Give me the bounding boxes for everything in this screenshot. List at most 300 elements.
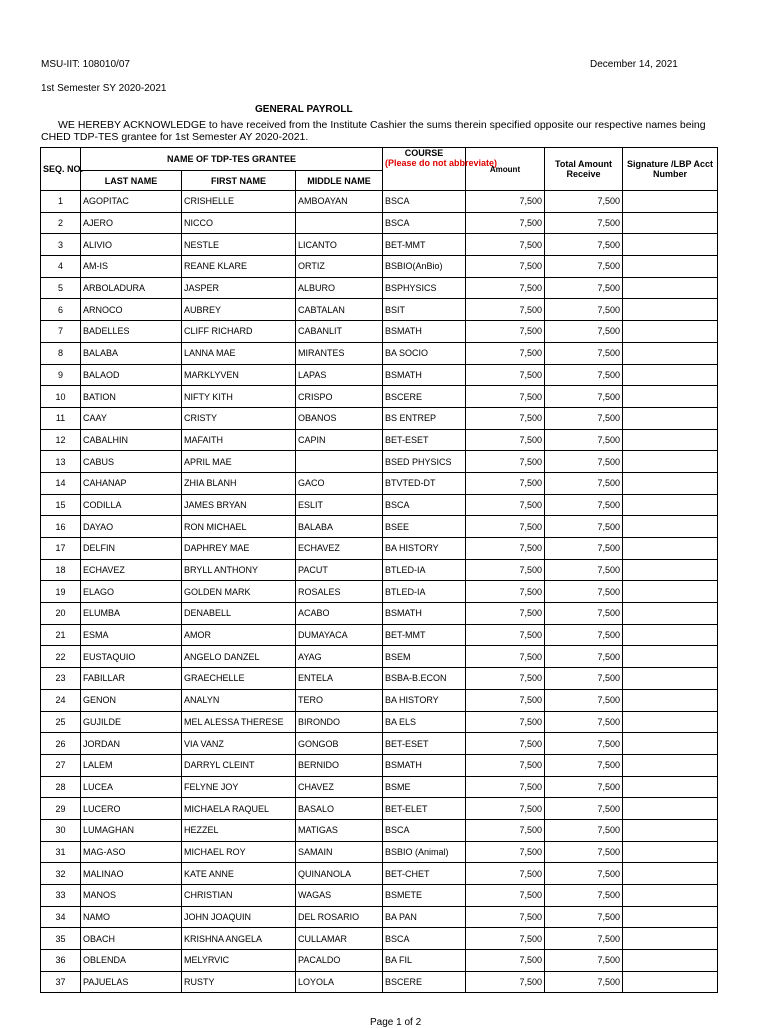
table-row — [41, 581, 718, 603]
middle-name-cell: CRISPO — [296, 386, 383, 408]
middle-name-cell: CABTALAN — [296, 299, 383, 321]
middle-name-cell: CABANLIT — [296, 321, 383, 343]
table-row — [41, 407, 718, 429]
amount-cell: 7,500 — [466, 689, 545, 711]
first-name-cell: RON MICHAEL — [182, 516, 296, 538]
table-row — [41, 516, 718, 538]
course-cell: BSCA — [383, 191, 466, 213]
course-cell: BSEM — [383, 646, 466, 668]
signature-cell — [623, 776, 718, 798]
total-amount-cell: 7,500 — [545, 885, 623, 907]
seq-cell: 7 — [41, 321, 81, 343]
amount-cell: 7,500 — [466, 277, 545, 299]
course-cell: BET-ESET — [383, 733, 466, 755]
last-name-cell: ELAGO — [81, 581, 182, 603]
signature-cell — [623, 407, 718, 429]
table-row — [41, 603, 718, 625]
signature-cell — [623, 364, 718, 386]
amount-cell: 7,500 — [466, 494, 545, 516]
table-row — [41, 711, 718, 733]
table-row — [41, 386, 718, 408]
signature-cell — [623, 798, 718, 820]
course-cell: BSCA — [383, 928, 466, 950]
first-name-cell: DARRYL CLEINT — [182, 754, 296, 776]
seq-cell: 4 — [41, 256, 81, 278]
amount-cell: 7,500 — [466, 798, 545, 820]
signature-cell — [623, 603, 718, 625]
seq-cell: 25 — [41, 711, 81, 733]
middle-name-cell — [296, 212, 383, 234]
first-name-cell: MARKLYVEN — [182, 364, 296, 386]
middle-name-cell: BIRONDO — [296, 711, 383, 733]
semester-label: 1st Semester SY 2020-2021 — [41, 83, 167, 94]
seq-cell: 18 — [41, 559, 81, 581]
course-cell: BSMATH — [383, 603, 466, 625]
first-name-cell: NIFTY KITH — [182, 386, 296, 408]
seq-cell: 14 — [41, 472, 81, 494]
seq-cell: 21 — [41, 624, 81, 646]
last-name-cell: BADELLES — [81, 321, 182, 343]
middle-name-cell: BALABA — [296, 516, 383, 538]
amount-cell: 7,500 — [466, 863, 545, 885]
middle-name-cell: DEL ROSARIO — [296, 906, 383, 928]
seq-cell: 5 — [41, 277, 81, 299]
signature-cell — [623, 516, 718, 538]
header-signature: Signature /LBP Acct Number — [623, 148, 718, 191]
header-total-amount: Total Amount Receive — [545, 148, 623, 191]
amount-cell: 7,500 — [466, 212, 545, 234]
total-amount-cell: 7,500 — [545, 819, 623, 841]
course-cell: BA FIL — [383, 950, 466, 972]
last-name-cell: GUJILDE — [81, 711, 182, 733]
first-name-cell: AUBREY — [182, 299, 296, 321]
last-name-cell: BALABA — [81, 342, 182, 364]
table-row — [41, 191, 718, 213]
total-amount-cell: 7,500 — [545, 906, 623, 928]
first-name-cell: CRISHELLE — [182, 191, 296, 213]
first-name-cell: BRYLL ANTHONY — [182, 559, 296, 581]
amount-cell: 7,500 — [466, 299, 545, 321]
total-amount-cell: 7,500 — [545, 733, 623, 755]
first-name-cell: RUSTY — [182, 971, 296, 993]
course-cell: BSEE — [383, 516, 466, 538]
middle-name-cell: ROSALES — [296, 581, 383, 603]
amount-cell: 7,500 — [466, 581, 545, 603]
total-amount-cell: 7,500 — [545, 494, 623, 516]
amount-cell: 7,500 — [466, 733, 545, 755]
header-last-name: LAST NAME — [81, 171, 182, 191]
middle-name-cell: AMBOAYAN — [296, 191, 383, 213]
signature-cell — [623, 733, 718, 755]
amount-cell: 7,500 — [466, 559, 545, 581]
signature-cell — [623, 342, 718, 364]
course-cell: BSED PHYSICS — [383, 451, 466, 473]
course-cell: BSBIO (Animal) — [383, 841, 466, 863]
amount-cell: 7,500 — [466, 191, 545, 213]
total-amount-cell: 7,500 — [545, 711, 623, 733]
middle-name-cell: WAGAS — [296, 885, 383, 907]
first-name-cell: REANE KLARE — [182, 256, 296, 278]
amount-cell: 7,500 — [466, 624, 545, 646]
signature-cell — [623, 538, 718, 560]
last-name-cell: LALEM — [81, 754, 182, 776]
course-cell: BET-CHET — [383, 863, 466, 885]
signature-cell — [623, 863, 718, 885]
table-row — [41, 538, 718, 560]
total-amount-cell: 7,500 — [545, 299, 623, 321]
course-cell: BA HISTORY — [383, 689, 466, 711]
seq-cell: 20 — [41, 603, 81, 625]
total-amount-cell: 7,500 — [545, 581, 623, 603]
amount-cell: 7,500 — [466, 819, 545, 841]
table-row — [41, 863, 718, 885]
payroll-table — [40, 147, 718, 993]
amount-cell: 7,500 — [466, 407, 545, 429]
amount-cell: 7,500 — [466, 538, 545, 560]
page-number: Page 1 of 2 — [370, 1017, 422, 1028]
table-row — [41, 321, 718, 343]
middle-name-cell: QUINANOLA — [296, 863, 383, 885]
header-course-label: COURSE — [404, 148, 444, 158]
table-row — [41, 624, 718, 646]
table-row — [41, 971, 718, 993]
last-name-cell: BALAOD — [81, 364, 182, 386]
table-row — [41, 277, 718, 299]
last-name-cell: ELUMBA — [81, 603, 182, 625]
seq-cell: 8 — [41, 342, 81, 364]
last-name-cell: NAMO — [81, 906, 182, 928]
table-row — [41, 559, 718, 581]
last-name-cell: AM-IS — [81, 256, 182, 278]
signature-cell — [623, 754, 718, 776]
table-row — [41, 841, 718, 863]
seq-cell: 32 — [41, 863, 81, 885]
first-name-cell: GRAECHELLE — [182, 668, 296, 690]
middle-name-cell: ORTIZ — [296, 256, 383, 278]
total-amount-cell: 7,500 — [545, 668, 623, 690]
middle-name-cell: CAPIN — [296, 429, 383, 451]
last-name-cell: ARNOCO — [81, 299, 182, 321]
last-name-cell: ECHAVEZ — [81, 559, 182, 581]
amount-cell: 7,500 — [466, 234, 545, 256]
course-cell: BSIT — [383, 299, 466, 321]
middle-name-cell: LAPAS — [296, 364, 383, 386]
amount-cell: 7,500 — [466, 429, 545, 451]
last-name-cell: MALINAO — [81, 863, 182, 885]
total-amount-cell: 7,500 — [545, 516, 623, 538]
seq-cell: 29 — [41, 798, 81, 820]
seq-cell: 30 — [41, 819, 81, 841]
middle-name-cell: CHAVEZ — [296, 776, 383, 798]
total-amount-cell: 7,500 — [545, 559, 623, 581]
first-name-cell: MICHAEL ROY — [182, 841, 296, 863]
seq-cell: 13 — [41, 451, 81, 473]
middle-name-cell: DUMAYACA — [296, 624, 383, 646]
last-name-cell: GENON — [81, 689, 182, 711]
last-name-cell: FABILLAR — [81, 668, 182, 690]
first-name-cell: CHRISTIAN — [182, 885, 296, 907]
document-date: December 14, 2021 — [590, 59, 678, 70]
first-name-cell: MAFAITH — [182, 429, 296, 451]
total-amount-cell: 7,500 — [545, 321, 623, 343]
middle-name-cell: MIRANTES — [296, 342, 383, 364]
amount-cell: 7,500 — [466, 516, 545, 538]
course-cell: BTLED-IA — [383, 581, 466, 603]
middle-name-cell: OBANOS — [296, 407, 383, 429]
table-row — [41, 429, 718, 451]
course-cell: BA SOCIO — [383, 342, 466, 364]
last-name-cell: CABALHIN — [81, 429, 182, 451]
table-row — [41, 906, 718, 928]
signature-cell — [623, 581, 718, 603]
total-amount-cell: 7,500 — [545, 234, 623, 256]
course-cell: BSCA — [383, 494, 466, 516]
last-name-cell: MAG-ASO — [81, 841, 182, 863]
last-name-cell: CAHANAP — [81, 472, 182, 494]
seq-cell: 15 — [41, 494, 81, 516]
amount-cell: 7,500 — [466, 971, 545, 993]
first-name-cell: VIA VANZ — [182, 733, 296, 755]
table-row — [41, 668, 718, 690]
course-cell: BTLED-IA — [383, 559, 466, 581]
last-name-cell: CAAY — [81, 407, 182, 429]
last-name-cell: AGOPITAC — [81, 191, 182, 213]
middle-name-cell: SAMAIN — [296, 841, 383, 863]
last-name-cell: CABUS — [81, 451, 182, 473]
table-row — [41, 234, 718, 256]
middle-name-cell: BASALO — [296, 798, 383, 820]
first-name-cell: NICCO — [182, 212, 296, 234]
table-row — [41, 819, 718, 841]
total-amount-cell: 7,500 — [545, 277, 623, 299]
total-amount-cell: 7,500 — [545, 689, 623, 711]
last-name-cell: MANOS — [81, 885, 182, 907]
seq-cell: 1 — [41, 191, 81, 213]
amount-cell: 7,500 — [466, 841, 545, 863]
header-seq-no: SEQ. NO. — [41, 148, 81, 191]
amount-cell: 7,500 — [466, 928, 545, 950]
course-cell: BSPHYSICS — [383, 277, 466, 299]
first-name-cell: APRIL MAE — [182, 451, 296, 473]
amount-cell: 7,500 — [466, 451, 545, 473]
last-name-cell: DELFIN — [81, 538, 182, 560]
course-cell: BSCA — [383, 212, 466, 234]
page-title: GENERAL PAYROLL — [255, 104, 353, 115]
table-row — [41, 733, 718, 755]
middle-name-cell: CULLAMAR — [296, 928, 383, 950]
course-cell: BET-MMT — [383, 234, 466, 256]
seq-cell: 22 — [41, 646, 81, 668]
course-cell: BSCERE — [383, 386, 466, 408]
middle-name-cell: GACO — [296, 472, 383, 494]
table-row — [41, 776, 718, 798]
signature-cell — [623, 472, 718, 494]
total-amount-cell: 7,500 — [545, 646, 623, 668]
total-amount-cell: 7,500 — [545, 407, 623, 429]
seq-cell: 16 — [41, 516, 81, 538]
course-cell: BA ELS — [383, 711, 466, 733]
total-amount-cell: 7,500 — [545, 841, 623, 863]
last-name-cell: BATION — [81, 386, 182, 408]
middle-name-cell: ACABO — [296, 603, 383, 625]
middle-name-cell: ECHAVEZ — [296, 538, 383, 560]
first-name-cell: DAPHREY MAE — [182, 538, 296, 560]
signature-cell — [623, 212, 718, 234]
table-row — [41, 364, 718, 386]
first-name-cell: DENABELL — [182, 603, 296, 625]
seq-cell: 26 — [41, 733, 81, 755]
total-amount-cell: 7,500 — [545, 754, 623, 776]
total-amount-cell: 7,500 — [545, 863, 623, 885]
total-amount-cell: 7,500 — [545, 971, 623, 993]
signature-cell — [623, 689, 718, 711]
signature-cell — [623, 885, 718, 907]
seq-cell: 17 — [41, 538, 81, 560]
last-name-cell: ALIVIO — [81, 234, 182, 256]
signature-cell — [623, 256, 718, 278]
first-name-cell: CLIFF RICHARD — [182, 321, 296, 343]
total-amount-cell: 7,500 — [545, 342, 623, 364]
last-name-cell: PAJUELAS — [81, 971, 182, 993]
seq-cell: 3 — [41, 234, 81, 256]
header-course — [383, 148, 498, 191]
signature-cell — [623, 646, 718, 668]
last-name-cell: CODILLA — [81, 494, 182, 516]
total-amount-cell: 7,500 — [545, 212, 623, 234]
seq-cell: 36 — [41, 950, 81, 972]
signature-cell — [623, 819, 718, 841]
header-grantee-name: NAME OF TDP-TES GRANTEE — [81, 148, 383, 171]
last-name-cell: LUMAGHAN — [81, 819, 182, 841]
last-name-cell: ARBOLADURA — [81, 277, 182, 299]
middle-name-cell: PACUT — [296, 559, 383, 581]
table-row — [41, 689, 718, 711]
course-cell: BSME — [383, 776, 466, 798]
amount-cell: 7,500 — [466, 885, 545, 907]
amount-cell: 7,500 — [466, 950, 545, 972]
course-cell: BSMETE — [383, 885, 466, 907]
first-name-cell: HEZZEL — [182, 819, 296, 841]
course-cell: BSCA — [383, 819, 466, 841]
total-amount-cell: 7,500 — [545, 776, 623, 798]
total-amount-cell: 7,500 — [545, 364, 623, 386]
amount-cell: 7,500 — [466, 646, 545, 668]
table-row — [41, 950, 718, 972]
first-name-cell: MICHAELA RAQUEL — [182, 798, 296, 820]
signature-cell — [623, 928, 718, 950]
signature-cell — [623, 321, 718, 343]
seq-cell: 9 — [41, 364, 81, 386]
middle-name-cell: ALBURO — [296, 277, 383, 299]
seq-cell: 2 — [41, 212, 81, 234]
signature-cell — [623, 971, 718, 993]
seq-cell: 35 — [41, 928, 81, 950]
seq-cell: 33 — [41, 885, 81, 907]
last-name-cell: AJERO — [81, 212, 182, 234]
header-first-name: FIRST NAME — [182, 171, 296, 191]
first-name-cell: ANALYN — [182, 689, 296, 711]
signature-cell — [623, 299, 718, 321]
seq-cell: 37 — [41, 971, 81, 993]
signature-cell — [623, 711, 718, 733]
seq-cell: 28 — [41, 776, 81, 798]
middle-name-cell: AYAG — [296, 646, 383, 668]
table-row — [41, 342, 718, 364]
table-row — [41, 885, 718, 907]
amount-cell: 7,500 — [466, 321, 545, 343]
course-cell: BS ENTREP — [383, 407, 466, 429]
table-row — [41, 256, 718, 278]
header-amount: Amount — [466, 148, 545, 191]
total-amount-cell: 7,500 — [545, 798, 623, 820]
amount-cell: 7,500 — [466, 754, 545, 776]
course-cell: BET-MMT — [383, 624, 466, 646]
middle-name-cell: BERNIDO — [296, 754, 383, 776]
first-name-cell: MELYRVIC — [182, 950, 296, 972]
table-row — [41, 754, 718, 776]
total-amount-cell: 7,500 — [545, 472, 623, 494]
first-name-cell: AMOR — [182, 624, 296, 646]
first-name-cell: KRISHNA ANGELA — [182, 928, 296, 950]
middle-name-cell: LOYOLA — [296, 971, 383, 993]
signature-cell — [623, 277, 718, 299]
last-name-cell: DAYAO — [81, 516, 182, 538]
course-cell: BSMATH — [383, 364, 466, 386]
last-name-cell: OBACH — [81, 928, 182, 950]
table-row — [41, 646, 718, 668]
signature-cell — [623, 559, 718, 581]
amount-cell: 7,500 — [466, 256, 545, 278]
signature-cell — [623, 841, 718, 863]
first-name-cell: LANNA MAE — [182, 342, 296, 364]
signature-cell — [623, 191, 718, 213]
first-name-cell: CRISTY — [182, 407, 296, 429]
total-amount-cell: 7,500 — [545, 928, 623, 950]
middle-name-cell: ESLIT — [296, 494, 383, 516]
amount-cell: 7,500 — [466, 386, 545, 408]
total-amount-cell: 7,500 — [545, 429, 623, 451]
table-row — [41, 798, 718, 820]
seq-cell: 10 — [41, 386, 81, 408]
signature-cell — [623, 386, 718, 408]
first-name-cell: ANGELO DANZEL — [182, 646, 296, 668]
amount-cell: 7,500 — [466, 364, 545, 386]
first-name-cell: JOHN JOAQUIN — [182, 906, 296, 928]
last-name-cell: LUCEA — [81, 776, 182, 798]
total-amount-cell: 7,500 — [545, 386, 623, 408]
total-amount-cell: 7,500 — [545, 624, 623, 646]
seq-cell: 34 — [41, 906, 81, 928]
amount-cell: 7,500 — [466, 472, 545, 494]
course-cell: BA HISTORY — [383, 538, 466, 560]
signature-cell — [623, 906, 718, 928]
payroll-rows — [41, 191, 718, 993]
signature-cell — [623, 668, 718, 690]
header-course-note: (Please do not abbreviate) — [385, 158, 498, 168]
course-cell: BA PAN — [383, 906, 466, 928]
first-name-cell: NESTLE — [182, 234, 296, 256]
course-cell: BET-ELET — [383, 798, 466, 820]
table-row — [41, 494, 718, 516]
seq-cell: 31 — [41, 841, 81, 863]
seq-cell: 11 — [41, 407, 81, 429]
seq-cell: 23 — [41, 668, 81, 690]
amount-cell: 7,500 — [466, 342, 545, 364]
course-cell: BSBA-B.ECON — [383, 668, 466, 690]
header-middle-name: MIDDLE NAME — [296, 171, 383, 191]
last-name-cell: JORDAN — [81, 733, 182, 755]
middle-name-cell: ENTELA — [296, 668, 383, 690]
